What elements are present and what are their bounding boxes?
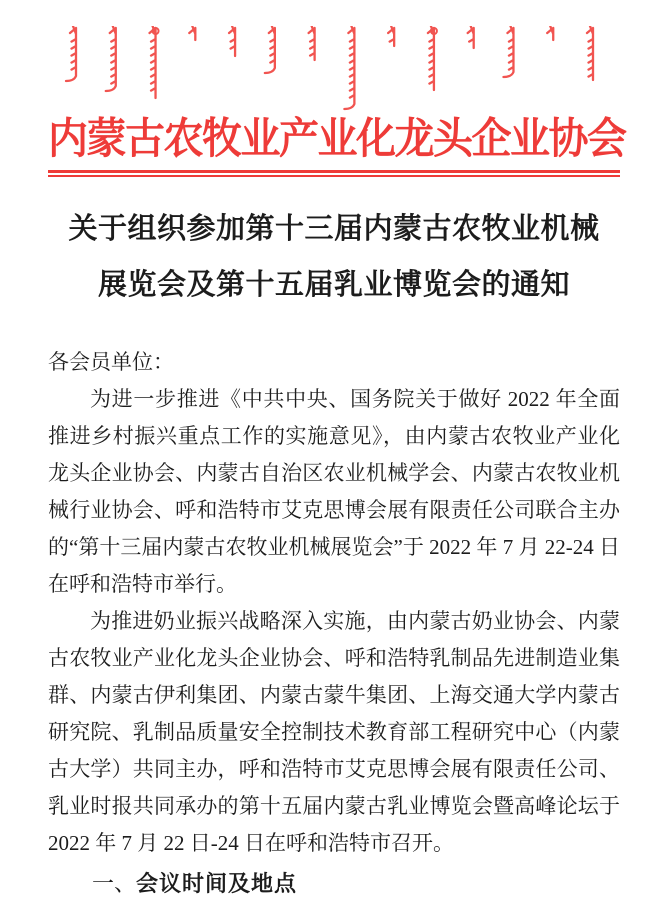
- paragraph-dairy-expo: 为推进奶业振兴战略深入实施，由内蒙古奶业协会、内蒙古农牧业产业化龙头企业协会、呼和浩特乳制品先进制造业集群、内蒙古伊利集团、内蒙古蒙牛集团、上海交通大学内蒙古研究院、乳制品质量安全控制技术教育部工程研究中心（内蒙古大学）共同主办，呼和浩特市艾克思博会展有限责任公司、乳业时报共同承办的第十五届内蒙古乳业博览会暨高峰论坛于 2022 年 7 月 22 日-24 日在呼和浩特市召开。: [48, 609, 620, 855]
- document-title-line2: 展览会及第十五届乳业博览会的通知: [97, 269, 570, 301]
- section-title: 会议时间及地点: [136, 871, 298, 896]
- document-title-line1: 关于组织参加第十三届内蒙古农牧业机械: [68, 213, 600, 245]
- mongolian-script-banner: [62, 26, 607, 112]
- organization-name: 内蒙古农牧业产业化龙头企业协会: [48, 115, 626, 163]
- salutation: 各会员单位：: [48, 350, 174, 374]
- letterhead: [48, 0, 620, 112]
- divider-thick-line: [48, 170, 620, 173]
- section-number: 一、: [92, 871, 137, 896]
- section-heading: [48, 868, 620, 900]
- paragraph-machinery-expo: 为进一步推进《中共中央、国务院关于做好 2022 年全面推进乡村振兴重点工作的实施意见》，由内蒙古农牧业产业化龙头企业协会、内蒙古自治区农业机械学会、内蒙古农牧业机械行业协会、呼和浩特市艾克思博会展有限责任公司联合主办的“第十三届内蒙古农牧业机械展览会”于 2022 年 7 月 22-24 日在呼和浩特市举行。: [48, 387, 620, 596]
- divider-thin-line: [48, 175, 620, 177]
- letterhead-divider: [48, 170, 620, 177]
- document-title: [48, 201, 620, 313]
